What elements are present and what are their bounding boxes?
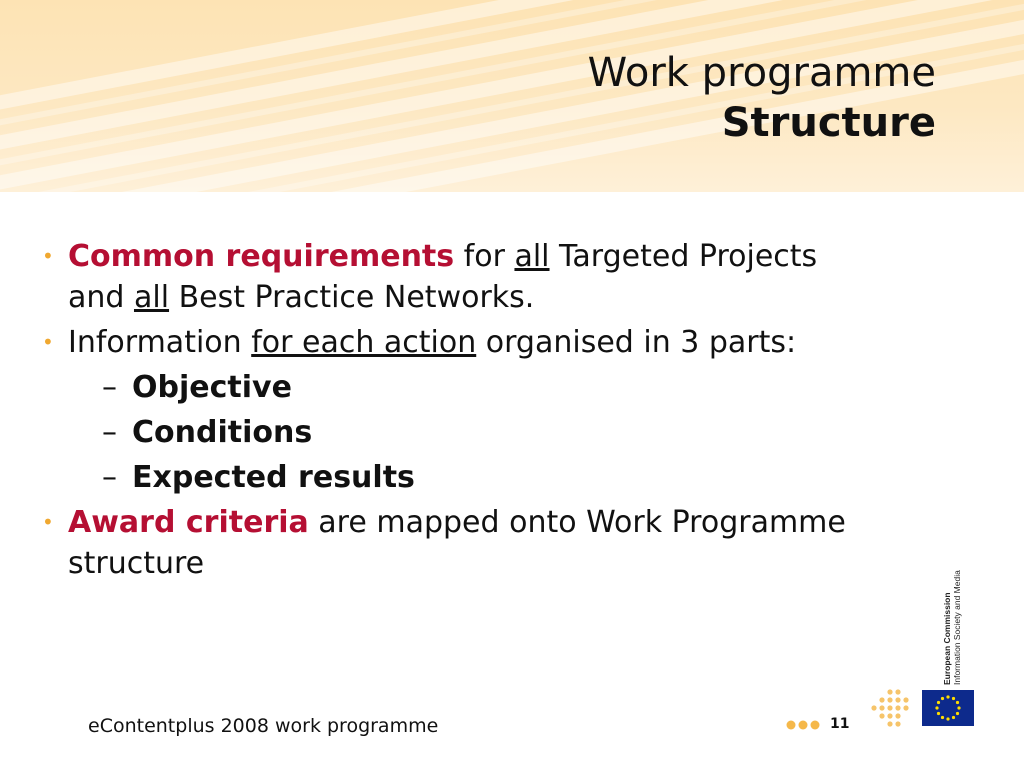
sub-item-label: Objective xyxy=(132,370,292,405)
eu-flag-icon xyxy=(922,690,974,726)
dash-icon: – xyxy=(102,415,117,450)
underlined-text: for each action xyxy=(251,325,477,360)
bullet-award-criteria xyxy=(40,502,880,584)
title-line-2: Structure xyxy=(721,100,936,146)
bullet-text: Best Practice Networks. xyxy=(169,280,535,315)
european-commission-logo-text xyxy=(938,545,968,685)
title-line-1: Work programme xyxy=(587,50,936,96)
underlined-text: all xyxy=(514,239,550,274)
eu-stars-icon xyxy=(922,690,974,726)
footer-text: eContentplus 2008 work programme xyxy=(88,715,439,737)
bullet-dot-icon: • xyxy=(42,330,54,354)
page-number: 11 xyxy=(830,716,850,732)
bullet-text: organised in 3 parts: xyxy=(476,325,797,360)
sub-item-expected-results xyxy=(40,457,880,498)
header-band xyxy=(0,0,1024,192)
bullet-common-requirements xyxy=(40,236,880,318)
bullet-text: for xyxy=(454,239,515,274)
bullet-list xyxy=(40,236,880,588)
bullet-highlight: Common requirements xyxy=(68,239,455,274)
dash-icon: – xyxy=(102,460,117,495)
bullet-highlight: Award criteria xyxy=(68,505,309,540)
sub-item-label: Expected results xyxy=(132,460,415,495)
bullet-text: Information xyxy=(68,325,252,360)
bullet-information xyxy=(40,322,880,363)
bullet-text: Targeted Projects and xyxy=(68,239,818,315)
bullet-text: are mapped onto Work Programme structure xyxy=(68,505,846,581)
bullet-dot-icon: • xyxy=(42,244,54,268)
sub-item-objective xyxy=(40,367,880,408)
ec-line-2: Information Society and Media xyxy=(952,570,962,685)
sub-item-conditions xyxy=(40,412,880,453)
underlined-text: all xyxy=(133,280,170,315)
slide-title xyxy=(588,48,936,148)
ec-line-1: European Commission xyxy=(942,592,952,685)
sub-item-label: Conditions xyxy=(132,415,313,450)
logo-dots-icon xyxy=(868,688,912,728)
page-dots-icon xyxy=(785,718,825,732)
bullet-dot-icon: • xyxy=(42,510,54,534)
dash-icon: – xyxy=(102,370,117,405)
